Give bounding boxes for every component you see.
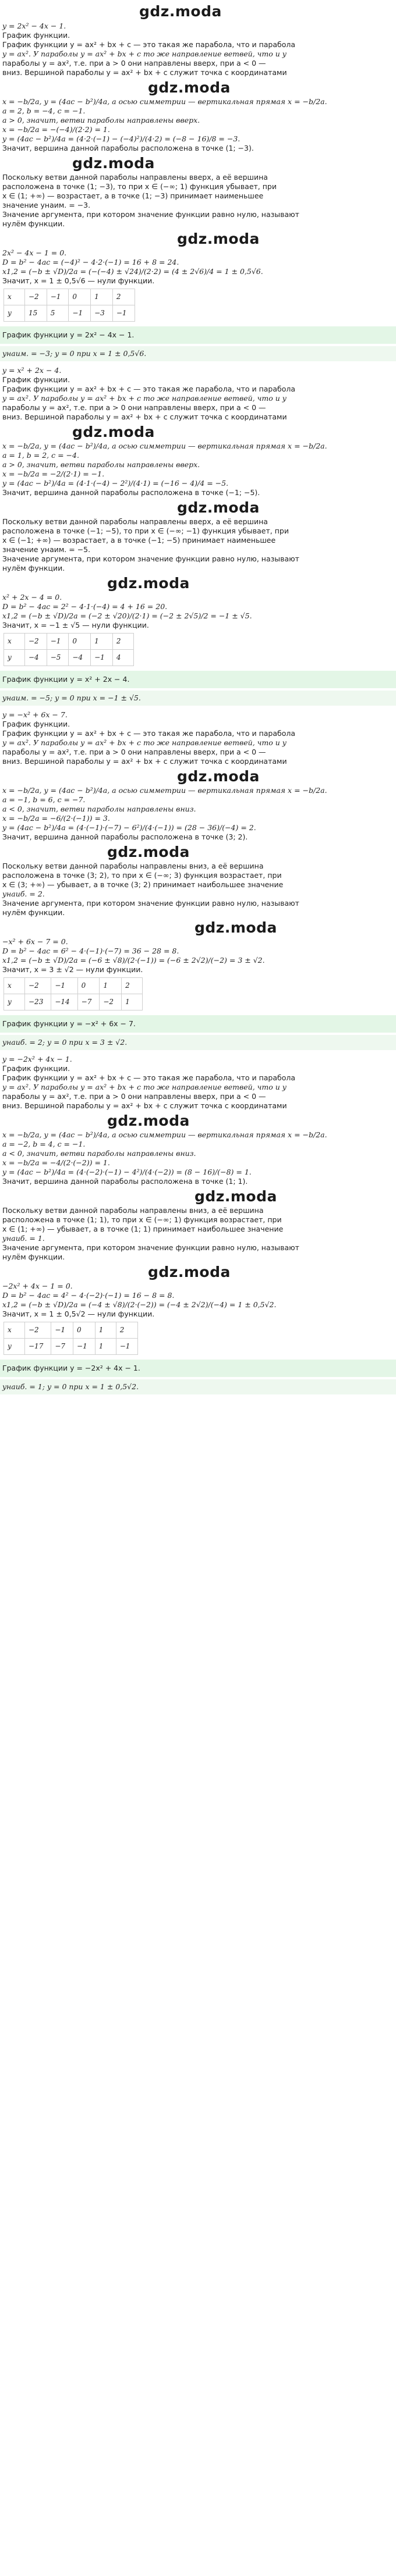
solution-line: D = b² − 4ac = 6² − 4·(−1)·(−7) = 36 − 28 = 8. <box>2 947 179 955</box>
table-cell: 15 <box>25 305 47 322</box>
answer-summary: yнаим. = −5; y = 0 при x = −1 ± √5. <box>0 691 396 706</box>
table-cell: x <box>4 634 25 650</box>
solution-line: a = −1, b = 6, c = −7. <box>2 795 86 804</box>
solution-line: y = (4ac − b²)/4a = (4·1·(−4) − 2²)/(4·1) = (−16 − 4)/4 = −5. <box>2 479 229 488</box>
table-cell: x <box>4 1322 25 1339</box>
watermark-row <box>2 842 394 862</box>
solution-line: нулём функции. <box>2 564 65 572</box>
solution-line: D = b² − 4ac = 2² − 4·1·(−4) = 4 + 16 = 20. <box>2 602 168 611</box>
solution-line: y = ax². У параболы y = ax² + bx + c то же направление ветвей, что и у <box>2 394 287 403</box>
solution-line: параболы y = ax², т.е. при a > 0 они направлены вверх, при a < 0 — <box>2 1092 266 1101</box>
watermark: gdz.moda <box>195 1188 277 1205</box>
table-cell: −4 <box>69 650 91 666</box>
solution-line: x = −b/2a = −2/(2·1) = −1. <box>2 469 105 478</box>
solution-line: График функции y = ax² + bx + c — это такая же парабола, что и парабола <box>2 729 295 738</box>
table-row <box>4 305 135 322</box>
table-row <box>4 978 143 994</box>
solution-line: параболы y = ax², т.е. при a > 0 они направлены вверх, при a < 0 — <box>2 748 266 756</box>
solution-line: a > 0, значит, ветви параболы направлены вверх. <box>2 116 200 124</box>
solution-line: x = −b/2a = −6/(2·(−1)) = 3. <box>2 814 110 823</box>
solution-line: x = −b/2a, y = (4ac − b²)/4a, а осью симметрии — вертикальная прямая x = −b/2a. <box>2 97 327 106</box>
table-cell: −3 <box>91 305 113 322</box>
table-cell: y <box>4 650 25 666</box>
solution-line: нулём функции. <box>2 219 65 228</box>
table-cell: y <box>4 994 25 1011</box>
watermark: gdz.moda <box>72 424 155 440</box>
problem-section <box>2 22 394 366</box>
watermark-row <box>2 422 394 442</box>
table-row <box>4 1339 138 1355</box>
table-row <box>4 650 134 666</box>
solution-line: Значение аргумента, при котором значение функции равно нулю, называют <box>2 210 299 219</box>
watermark-row <box>2 1186 394 1206</box>
table-cell: 1 <box>91 634 113 650</box>
solution-line: x = −b/2a = −4/(2·(−2)) = 1. <box>2 1158 110 1167</box>
solution-line: Значит, x = −1 ± √5 — нули функции. <box>2 621 149 629</box>
solution-line: вниз. Вершиной параболы y = ax² + bx + c служит точка с координатами <box>2 757 287 766</box>
solution-line: Поскольку ветви данной параболы направлены вниз, а её вершина <box>2 862 264 870</box>
table-cell: x <box>4 978 25 994</box>
watermark: gdz.moda <box>107 844 190 860</box>
graph-caption: График функции y = −x² + 6x − 7. <box>0 1015 396 1033</box>
solution-line: График функции. <box>2 31 70 40</box>
graph-caption: График функции y = 2x² − 4x − 1. <box>0 326 396 344</box>
table-cell: 1 <box>100 978 122 994</box>
table-cell: 2 <box>122 978 143 994</box>
watermark-row <box>2 1262 394 1282</box>
solution-line: y = (4ac − b²)/4a = (4·(−2)·(−1) − 4²)/(4·(−2)) = (8 − 16)/(−8) = 1. <box>2 1168 252 1176</box>
solution-line: y = −x² + 6x − 7. <box>2 710 68 719</box>
watermark-row <box>2 1111 394 1130</box>
solution-line: x = −b/2a, y = (4ac − b²)/4a, а осью симметрии — вертикальная прямая x = −b/2a. <box>2 442 327 450</box>
solution-line: Поскольку ветви данной параболы направлены вниз, а её вершина <box>2 1206 264 1215</box>
watermark: gdz.moda <box>177 499 260 516</box>
solution-line: x ∈ (−1; +∞) — возрастает, а в точке (−1; −5) принимает наименьшее <box>2 536 276 545</box>
answer-summary: yнаим. = −3; y = 0 при x = 1 ± 0,5√6. <box>0 346 396 361</box>
solution-line: расположена в точке (3; 2), то при x ∈ (−∞; 3) функция возрастает, при <box>2 871 282 880</box>
table-row <box>4 289 135 305</box>
solution-line: y = ax². У параболы y = ax² + bx + c то же направление ветвей, что и у <box>2 1083 287 1091</box>
solution-line: Поскольку ветви данной параболы направлены вверх, а её вершина <box>2 517 268 526</box>
watermark-row <box>2 77 394 97</box>
table-cell: −5 <box>47 650 69 666</box>
watermark: gdz.moda <box>107 575 190 592</box>
solution-line: a > 0, значит, ветви параболы направлены вверх. <box>2 460 200 469</box>
table-cell: 1 <box>95 1322 116 1339</box>
table-cell: −7 <box>51 1339 73 1355</box>
graph-caption: График функции y = x² + 2x − 4. <box>0 671 396 688</box>
table-cell: 2 <box>112 289 135 305</box>
solution-line: вниз. Вершиной параболы y = ax² + bx + c служит точка с координатами <box>2 412 287 421</box>
solution-line: x1,2 = (−b ± √D)/2a = (−(−4) ± √24)/(2·2) = (4 ± 2√6)/4 = 1 ± 0,5√6. <box>2 267 263 276</box>
solution-line: вниз. Вершиной параболы y = ax² + bx + c служит точка с координатами <box>2 68 287 77</box>
table-cell: 5 <box>47 305 69 322</box>
table-cell: −14 <box>51 994 77 1011</box>
solution-line: −x² + 6x − 7 = 0. <box>2 937 68 946</box>
table-cell: −7 <box>77 994 100 1011</box>
problem-section <box>2 366 394 710</box>
solution-line: a = −2, b = 4, c = −1. <box>2 1140 86 1148</box>
solution-line: График функции y = ax² + bx + c — это такая же парабола, что и парабола <box>2 40 295 49</box>
table-cell: −1 <box>73 1339 96 1355</box>
solution-line: x1,2 = (−b ± √D)/2a = (−4 ± √8)/(2·(−2)) = (−4 ± 2√2)/(−4) = 1 ± 0,5√2. <box>2 1300 277 1309</box>
watermark: gdz.moda <box>177 768 260 785</box>
watermark-row <box>2 573 394 593</box>
solution-line: Поскольку ветви данной параболы направлены вверх, а её вершина <box>2 173 268 182</box>
solution-line: значение yнаим. = −3. <box>2 201 91 209</box>
solution-line: a = 1, b = 2, c = −4. <box>2 451 79 460</box>
solution-line: расположена в точке (−1; −5), то при x ∈ (−∞; −1) функция убывает, при <box>2 526 289 535</box>
solution-line: x ∈ (3; +∞) — убывает, а в точке (3; 2) принимает наибольшее значение <box>2 880 284 889</box>
solution-line: y = (4ac − b²)/4a = (4·2·(−1) − (−4)²)/(4·2) = (−8 − 16)/8 = −3. <box>2 134 241 143</box>
solution-line: параболы y = ax², т.е. при a > 0 они направлены вверх, при a < 0 — <box>2 59 266 67</box>
watermark-row <box>2 917 394 937</box>
solution-line: x = −b/2a, y = (4ac − b²)/4a, а осью симметрии — вертикальная прямая x = −b/2a. <box>2 786 327 795</box>
table-cell: 0 <box>69 289 91 305</box>
solution-line: y = x² + 2x − 4. <box>2 366 62 375</box>
table-cell: −17 <box>25 1339 51 1355</box>
table-cell: −1 <box>47 634 69 650</box>
values-table <box>3 977 143 1011</box>
watermark-row <box>2 766 394 786</box>
values-table <box>3 633 134 666</box>
table-cell: 0 <box>77 978 100 994</box>
solution-line: Значение аргумента, при котором значение функции равно нулю, называют <box>2 899 299 908</box>
watermark: gdz.moda <box>177 230 260 247</box>
table-cell: −1 <box>69 305 91 322</box>
solution-line: x = −b/2a, y = (4ac − b²)/4a, а осью симметрии — вертикальная прямая x = −b/2a. <box>2 1130 327 1139</box>
solution-line: a < 0, значит, ветви параболы направлены вниз. <box>2 1149 196 1158</box>
problem-section <box>2 710 394 1055</box>
table-cell: −1 <box>51 1322 73 1339</box>
table-cell: −4 <box>25 650 47 666</box>
solution-line: yнаиб. = 2. <box>2 889 45 898</box>
solution-line: нулём функции. <box>2 1253 65 1261</box>
watermark: gdz.moda <box>148 1264 231 1280</box>
solution-line: y = ax². У параболы y = ax² + bx + c то же направление ветвей, что и у <box>2 49 287 58</box>
solution-line: График функции y = ax² + bx + c — это такая же парабола, что и парабола <box>2 1073 295 1082</box>
table-cell: 4 <box>112 650 133 666</box>
table-cell: −23 <box>25 994 51 1011</box>
watermark-row <box>2 229 394 248</box>
solution-line: 2x² − 4x − 1 = 0. <box>2 248 67 257</box>
table-cell: 2 <box>116 1322 138 1339</box>
table-cell: −1 <box>112 305 135 322</box>
solution-line: нулём функции. <box>2 908 65 917</box>
table-cell: y <box>4 305 25 322</box>
solution-line: Значит, x = 1 ± 0,5√6 — нули функции. <box>2 276 155 285</box>
solution-line: x = −b/2a = −(−4)/(2·2) = 1. <box>2 125 110 134</box>
solution-line: Значит, x = 3 ± √2 — нули функции. <box>2 965 143 974</box>
watermark-row <box>2 2 394 22</box>
solution-line: a = 2, b = −4, c = −1. <box>2 106 86 115</box>
table-cell: −1 <box>51 978 77 994</box>
table-cell: 1 <box>122 994 143 1011</box>
solution-line: x ∈ (1; +∞) — возрастает, а в точке (1; −3) принимает наименьшее <box>2 191 264 200</box>
solution-line: x² + 2x − 4 = 0. <box>2 593 62 602</box>
solution-line: x1,2 = (−b ± √D)/2a = (−2 ± √20)/(2·1) = (−2 ± 2√5)/2 = −1 ± √5. <box>2 611 252 620</box>
watermark: gdz.moda <box>107 1112 190 1129</box>
solution-line: D = b² − 4ac = 4² − 4·(−2)·(−1) = 16 − 8 = 8. <box>2 1291 175 1300</box>
values-table <box>3 289 135 322</box>
table-row <box>4 1322 138 1339</box>
solution-line: y = −2x² + 4x − 1. <box>2 1055 72 1063</box>
solution-line: y = 2x² − 4x − 1. <box>2 22 66 30</box>
solution-line: График функции. <box>2 375 70 384</box>
solution-line: Значение аргумента, при котором значение функции равно нулю, называют <box>2 554 299 563</box>
solution-line: параболы y = ax², т.е. при a > 0 они направлены вверх, при a < 0 — <box>2 403 266 412</box>
answer-summary: yнаиб. = 2; y = 0 при x = 3 ± √2. <box>0 1035 396 1050</box>
watermark-row <box>2 497 394 517</box>
solution-line: y = ax². У параболы y = ax² + bx + c то же направление ветвей, что и у <box>2 738 287 747</box>
watermark: gdz.moda <box>139 3 222 20</box>
watermark-row <box>2 153 394 173</box>
solution-line: Значение аргумента, при котором значение функции равно нулю, называют <box>2 1243 299 1252</box>
watermark: gdz.moda <box>72 155 155 172</box>
table-cell: 1 <box>91 289 113 305</box>
graph-caption: График функции y = −2x² + 4x − 1. <box>0 1360 396 1377</box>
table-cell: −2 <box>100 994 122 1011</box>
table-cell: 0 <box>69 634 91 650</box>
table-cell: 0 <box>73 1322 96 1339</box>
solution-line: Значит, вершина данной параболы расположена в точке (1; 1). <box>2 1177 248 1186</box>
table-cell: y <box>4 1339 25 1355</box>
solution-line: График функции y = ax² + bx + c — это такая же парабола, что и парабола <box>2 385 295 393</box>
table-cell: −1 <box>91 650 113 666</box>
solution-line: a < 0, значит, ветви параболы направлены вниз. <box>2 805 196 813</box>
table-cell: 2 <box>112 634 133 650</box>
solution-line: yнаиб. = 1. <box>2 1234 45 1243</box>
table-cell: x <box>4 289 25 305</box>
watermark: gdz.moda <box>148 79 231 96</box>
table-cell: −2 <box>25 978 51 994</box>
solution-line: Значит, вершина данной параболы расположена в точке (1; −3). <box>2 144 254 152</box>
answer-summary: yнаиб. = 1; y = 0 при x = 1 ± 0,5√2. <box>0 1379 396 1394</box>
solution-line: Значит, вершина данной параболы расположена в точке (3; 2). <box>2 832 248 841</box>
solution-line: y = (4ac − b²)/4a = (4·(−1)·(−7) − 6²)/(4·(−1)) = (28 − 36)/(−4) = 2. <box>2 823 256 832</box>
solution-line: вниз. Вершиной параболы y = ax² + bx + c служит точка с координатами <box>2 1101 287 1110</box>
table-cell: −2 <box>25 289 47 305</box>
solution-line: расположена в точке (1; −3), то при x ∈ (−∞; 1) функция убывает, при <box>2 182 277 191</box>
solution-line: D = b² − 4ac = (−4)² − 4·2·(−1) = 16 + 8 = 24. <box>2 258 179 266</box>
table-cell: −1 <box>116 1339 138 1355</box>
solution-line: −2x² + 4x − 1 = 0. <box>2 1282 73 1290</box>
table-cell: −2 <box>25 634 47 650</box>
table-cell: 1 <box>95 1339 116 1355</box>
table-cell: −2 <box>25 1322 51 1339</box>
solution-line: x ∈ (1; +∞) — убывает, а в точке (1; 1) принимает наибольшее значение <box>2 1225 284 1233</box>
watermark: gdz.moda <box>195 919 277 936</box>
content <box>2 22 394 1399</box>
table-row <box>4 994 143 1011</box>
solution-line: График функции. <box>2 1064 70 1073</box>
solution-line: x1,2 = (−b ± √D)/2a = (−6 ± √8)/(2·(−1)) = (−6 ± 2√2)/(−2) = 3 ± √2. <box>2 956 265 965</box>
solution-line: значение yнаим. = −5. <box>2 545 91 554</box>
solution-line: расположена в точке (1; 1), то при x ∈ (−∞; 1) функция возрастает, при <box>2 1215 282 1224</box>
values-table <box>3 1322 138 1355</box>
table-row <box>4 634 134 650</box>
table-cell: −1 <box>47 289 69 305</box>
solution-line: Значит, x = 1 ± 0,5√2 — нули функции. <box>2 1310 155 1318</box>
solution-line: Значит, вершина данной параболы расположена в точке (−1; −5). <box>2 488 260 497</box>
solution-line: График функции. <box>2 720 70 728</box>
problem-section <box>2 1055 394 1399</box>
